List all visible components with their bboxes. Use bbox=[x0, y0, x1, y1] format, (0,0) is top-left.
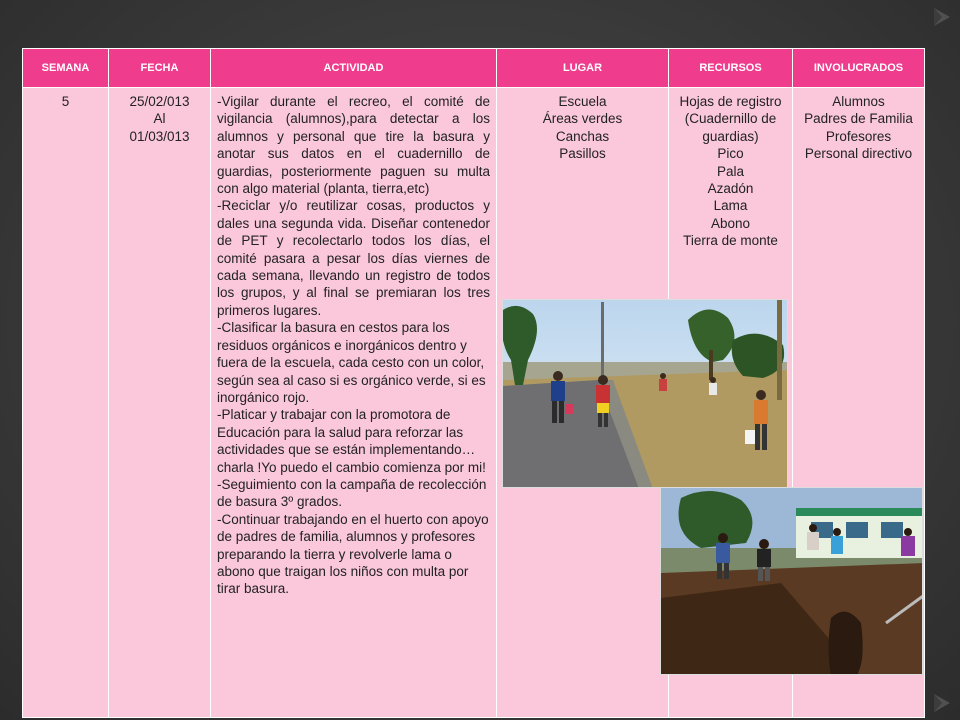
lugar-item: Canchas bbox=[555, 128, 610, 144]
header-semana: SEMANA bbox=[23, 49, 109, 88]
fecha-line: 25/02/013 bbox=[129, 94, 190, 109]
lugar-item: Pasillos bbox=[559, 146, 606, 162]
table-header-row bbox=[23, 49, 925, 88]
recursos-item: Hojas de registro (Cuadernillo de guardias) bbox=[679, 94, 782, 144]
header-lugar: LUGAR bbox=[497, 49, 669, 88]
recursos-item: Azadón bbox=[707, 181, 754, 197]
fecha-line: 01/03/013 bbox=[129, 128, 190, 144]
recursos-item: Pico bbox=[717, 146, 744, 162]
recursos-item: Pala bbox=[716, 163, 745, 179]
header-fecha: FECHA bbox=[109, 49, 211, 88]
actividad-item: -Continuar trabajando en el huerto con apoyo de padres de familia, alumnos y profesores preparando la tierra y revolverle lama o abono que traigan los niños con multa por tirar basura. bbox=[217, 511, 489, 597]
fecha-line: Al bbox=[153, 111, 166, 127]
actividad-item: -Vigilar durante el recreo, el comité de vigilancia (alumnos),para detectar a los alumnos y personal que tire la basura y anotar sus datos en el cuadernillo de guardias, posteriormente paguen su multa con algo material (planta, tierra,etc) bbox=[217, 94, 490, 197]
involucrados-item: Alumnos bbox=[832, 94, 885, 109]
actividad-item: -Seguimiento con la campaña de recolección de basura 3º grados. bbox=[217, 476, 487, 510]
involucrados-item: Profesores bbox=[825, 128, 892, 144]
actividad-item: -Platicar y trabajar con la promotora de Educación para la salud para reforzar las actividades que se están implementando…charla !Yo puedo el cambio comienza por mi! bbox=[217, 407, 486, 475]
recursos-item: Lama bbox=[713, 198, 748, 214]
arrow-corner-icon bbox=[928, 4, 954, 30]
lugar-item: Áreas verdes bbox=[542, 111, 623, 127]
header-actividad: ACTIVIDAD bbox=[211, 49, 497, 88]
cell-fecha bbox=[109, 88, 211, 718]
cell-semana: 5 bbox=[23, 88, 109, 718]
involucrados-item: Padres de Familia bbox=[804, 111, 913, 127]
arrow-corner-icon bbox=[928, 690, 954, 716]
photo-garden-work bbox=[660, 487, 923, 675]
cell-actividad bbox=[211, 88, 497, 718]
actividad-item: -Clasificar la basura en cestos para los residuos orgánicos e inorgánicos dentro y fuera de la escuela, cada cesto con un color, según sea al caso si es orgánico verde, si es inorgánico rojo. bbox=[217, 320, 486, 405]
recursos-item: Abono bbox=[710, 215, 751, 231]
actividad-item: -Reciclar y/o reutilizar cosas, productos y dales una segunda vida. Diseñar contenedor de PET y recolectarlo todos los días, el comité pasara a pesar los días viernes de cada semana, llevando un registro de todos los grupos, y al final se premiaran los tres primeros lugares. bbox=[217, 198, 490, 318]
recursos-item: Tierra de monte bbox=[683, 233, 778, 249]
header-recursos: RECURSOS bbox=[669, 49, 793, 88]
involucrados-item: Personal directivo bbox=[804, 146, 913, 162]
photo-trash-collection bbox=[502, 299, 788, 488]
header-involucrados: INVOLUCRADOS bbox=[793, 49, 925, 88]
lugar-item: Escuela bbox=[558, 94, 607, 109]
